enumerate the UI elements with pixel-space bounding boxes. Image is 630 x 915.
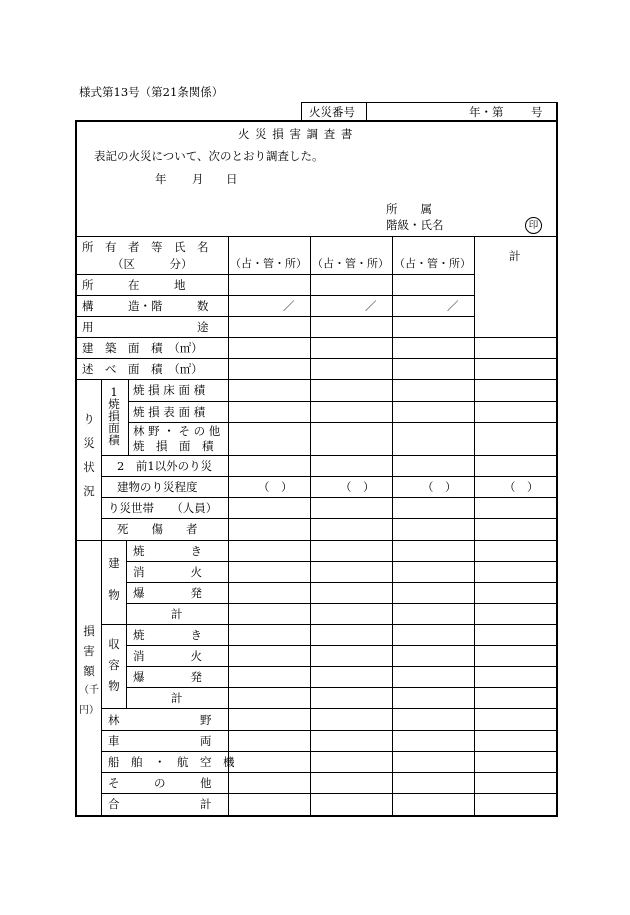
burned-area-char-2: 損 — [108, 409, 120, 423]
frame-top — [75, 120, 558, 122]
building-extinguish: 消 火 — [133, 565, 202, 579]
paren-2: （ ） — [340, 480, 375, 494]
row-forest: 林 野 — [108, 713, 212, 727]
hline-316 — [76, 316, 474, 317]
hline-582 — [126, 582, 557, 583]
row-grand-total: 合 計 — [108, 797, 212, 811]
damage-amount-char-5: 円） — [79, 705, 99, 716]
fire-no-label: 火災番号 — [309, 105, 355, 119]
damage-status-label — [80, 412, 98, 498]
vline-126 — [126, 540, 127, 708]
row-building-area: 建 築 面 積 （㎡） — [82, 341, 203, 355]
date-month: 月 — [192, 172, 204, 186]
seal-mark: 印 — [525, 217, 542, 234]
hline-730 — [101, 730, 557, 731]
vline-310 — [310, 236, 311, 816]
row-structure: 構 造・階 数 — [82, 299, 209, 313]
hline-561 — [126, 561, 557, 562]
form-title: 様式第13号（第21条関係） — [79, 85, 224, 99]
hline-455 — [101, 455, 557, 456]
damage-amount-char-1: 損 — [83, 624, 95, 638]
paren-3: （ ） — [422, 480, 457, 494]
row-households: り災世帯 （人員） — [108, 501, 218, 515]
row-use: 用 途 — [82, 320, 209, 334]
hline-708 — [101, 708, 557, 709]
vline-474 — [474, 236, 475, 816]
row-other-damage: 2 前1以外のり災 — [117, 459, 213, 473]
damage-status-char-3: 状 — [83, 460, 95, 474]
contents-char-2: 容 — [108, 658, 120, 672]
damage-amount-char-2: 害 — [83, 644, 95, 658]
hline-624 — [101, 624, 557, 625]
row-total-area: 述 べ 面 積 （㎡） — [82, 362, 203, 376]
frame-right — [556, 120, 558, 817]
damage-amount-char-3: 額 — [83, 664, 95, 678]
row-floor-area: 焼 損 床 面 積 — [133, 383, 206, 397]
fire-no-box-top — [301, 102, 557, 103]
contents-char-3: 物 — [108, 679, 120, 693]
burned-area-num: 1 — [110, 385, 118, 399]
contents-burn: 焼 き — [133, 628, 202, 642]
contents-extinguish: 消 火 — [133, 649, 202, 663]
hline-274 — [76, 274, 474, 275]
fire-no-box-right — [556, 102, 558, 120]
slash-2: ／ — [365, 299, 377, 313]
fire-no-box-left — [301, 102, 302, 120]
contents-char-1: 収 — [108, 637, 120, 651]
burned-area-label — [104, 386, 124, 446]
hline-401 — [128, 401, 557, 402]
damage-amount-char-4: （千 — [79, 685, 99, 696]
building-subtotal: 計 — [171, 607, 183, 621]
hline-793 — [101, 793, 557, 794]
fire-no-box-divider — [366, 102, 367, 120]
paren-4: （ ） — [504, 480, 539, 494]
hline-772 — [101, 772, 557, 773]
building-label — [105, 556, 123, 602]
damage-status-char-4: 況 — [83, 484, 95, 498]
hline-337 — [76, 337, 557, 338]
hline-603 — [126, 603, 557, 604]
burned-area-char-1: 焼 — [108, 397, 120, 411]
hline-751 — [101, 751, 557, 752]
row-vehicle: 車 両 — [108, 734, 212, 748]
hline-358 — [76, 358, 557, 359]
col-header-1: （占・管・所） — [230, 257, 307, 270]
form-heading: 火 災 損 害 調 査 書 — [238, 127, 354, 141]
hline-687 — [126, 687, 557, 688]
row-building-degree: 建物のり災程度 — [117, 480, 198, 494]
hline-518 — [101, 518, 557, 519]
contents-explosion: 爆 発 — [133, 670, 202, 684]
hline-422 — [128, 422, 557, 423]
contents-subtotal: 計 — [171, 691, 183, 705]
row-forest-1: 林 野 ・ そ の 他 — [133, 424, 221, 438]
office-rank-name: 階級・氏名 — [386, 218, 444, 232]
date-year: 年 — [155, 172, 167, 186]
hline-666 — [126, 666, 557, 667]
vline-128 — [128, 379, 129, 455]
row-location: 所 在 地 — [82, 278, 186, 292]
owner-kubun: （区 分） — [112, 257, 193, 271]
col-header-2: （占・管・所） — [312, 257, 389, 270]
slash-1: ／ — [283, 299, 295, 313]
burned-area-char-4: 積 — [108, 433, 120, 447]
row-casualties: 死 傷 者 — [117, 522, 198, 536]
vline-228 — [228, 236, 229, 816]
damage-amount-label — [80, 624, 98, 718]
damage-status-char-2: 災 — [83, 436, 95, 450]
office-shozoku: 所 属 — [386, 202, 432, 216]
row-other: そ の 他 — [108, 776, 212, 790]
frame-bottom — [75, 815, 558, 817]
hline-497 — [101, 497, 557, 498]
hline-476 — [101, 476, 557, 477]
hline-540 — [76, 540, 557, 541]
slash-3: ／ — [447, 299, 459, 313]
fire-no-year-mark: 年・第 — [469, 105, 504, 119]
building-char-1: 建 — [108, 556, 120, 570]
paren-1: （ ） — [258, 480, 293, 494]
date-day: 日 — [226, 172, 238, 186]
total-header: 計 — [509, 249, 521, 263]
contents-label — [105, 637, 123, 693]
hline-owner-top — [76, 236, 557, 237]
building-char-2: 物 — [108, 588, 120, 602]
vline-101 — [101, 379, 102, 816]
burned-area-char-3: 面 — [108, 421, 120, 435]
frame-left — [75, 120, 77, 817]
hline-379 — [76, 379, 557, 380]
col-header-3: （占・管・所） — [394, 257, 471, 270]
fire-no-mark: 号 — [531, 105, 543, 119]
building-burn: 焼 き — [133, 544, 202, 558]
owner-label: 所 有 者 等 氏 名 — [82, 240, 209, 254]
vline-392 — [392, 236, 393, 816]
row-surface-area: 焼 損 表 面 積 — [133, 405, 206, 419]
row-ship: 船 舶 ・ 航 空 機 — [108, 755, 235, 769]
row-forest-2: 焼 損 面 積 — [133, 439, 214, 453]
hline-295 — [76, 295, 474, 296]
damage-status-char-1: り — [83, 412, 95, 426]
hline-645 — [126, 645, 557, 646]
intro-text: 表記の火災について、次のとおり調査した。 — [94, 149, 324, 163]
building-explosion: 爆 発 — [133, 586, 202, 600]
